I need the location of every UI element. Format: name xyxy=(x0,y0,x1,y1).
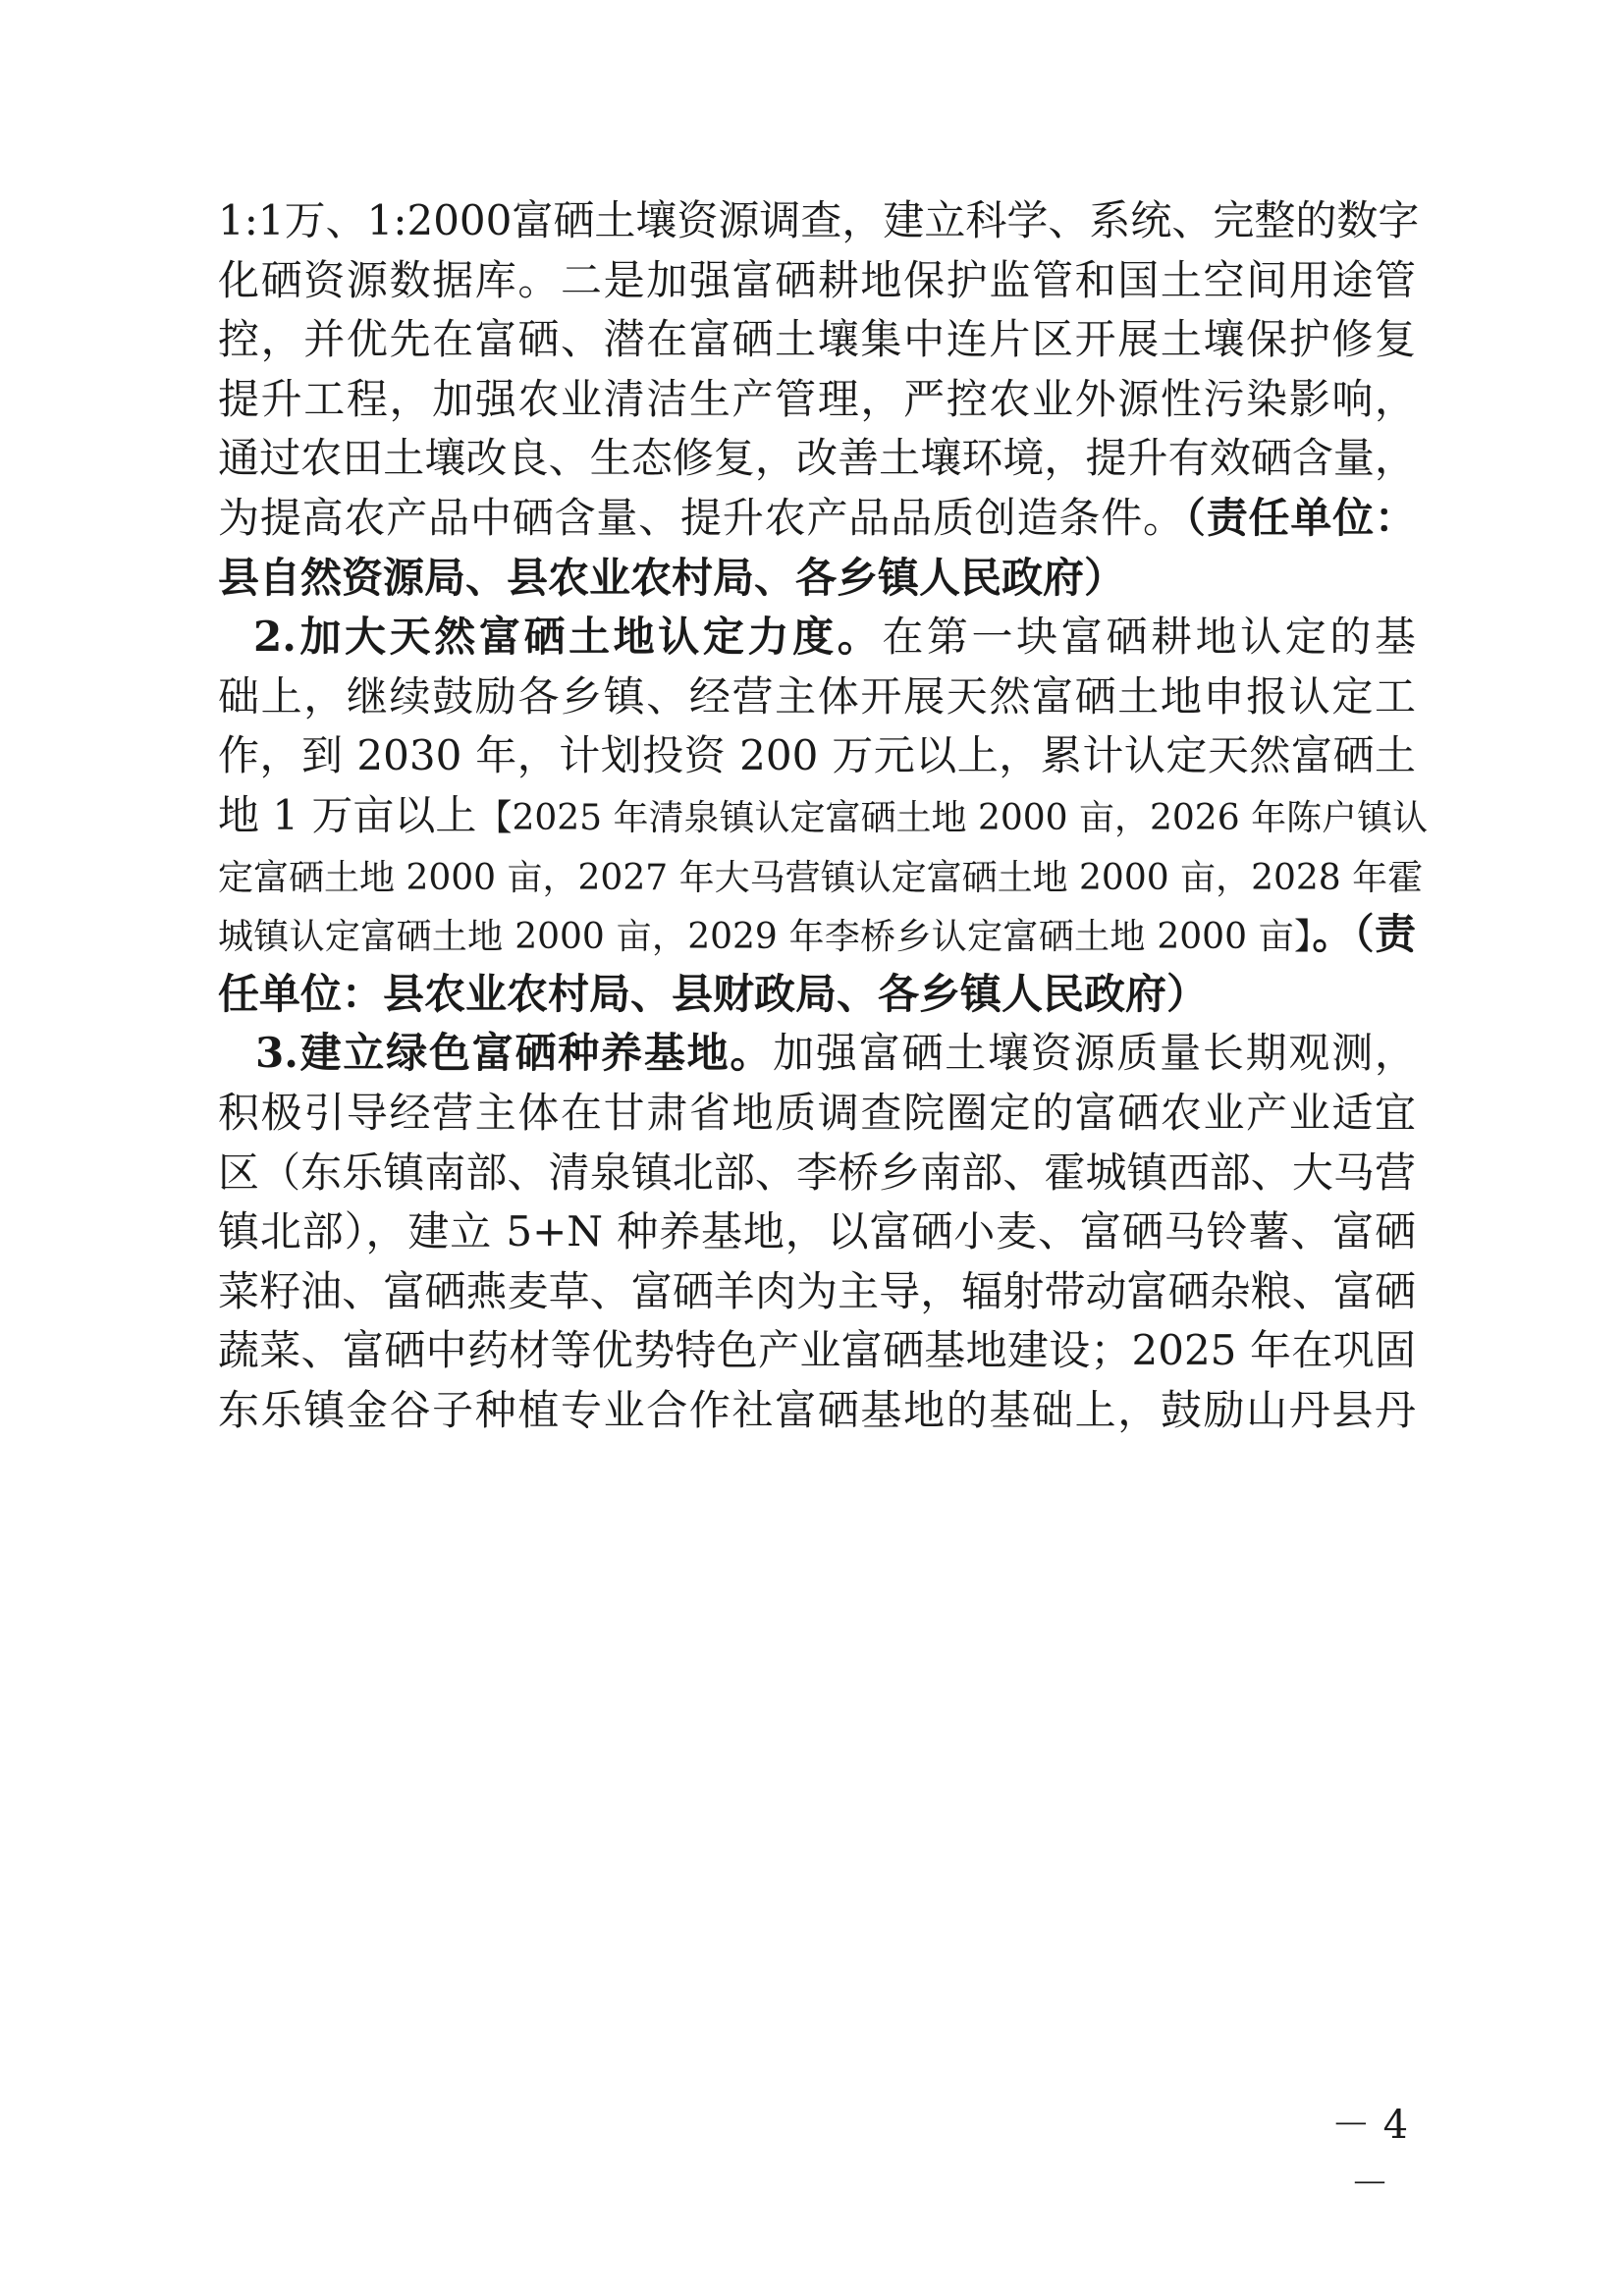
text-segment: 【2025 年清泉镇认定富硒土地 2000 亩，2026 年陈户镇认 xyxy=(476,798,1429,838)
text-line xyxy=(218,191,1420,250)
text-segment: 区（东乐镇南部、清泉镇北部、李桥乡南部、霍城镇西部、大马营 xyxy=(218,1148,1416,1197)
text-segment: 镇北部），建立 5+N 种养基地，以富硒小麦、富硒马铃薯、富硒 xyxy=(218,1207,1416,1256)
text-segment: 东乐镇金谷子种植专业合作社富硒基地的基础上，鼓励山丹县丹 xyxy=(218,1386,1416,1434)
text-line xyxy=(253,608,1416,667)
text-line xyxy=(218,786,1429,845)
text-segment: 菜籽油、富硒燕麦草、富硒羊肉为主导，辐射带动富硒杂粮、富硒 xyxy=(218,1266,1416,1315)
text-line xyxy=(218,370,1416,429)
text-segment: 为提高农产品中硒含量、提升农产品品质创造条件。 xyxy=(218,494,1185,542)
bold-text: 任单位：县农业农村局、县财政局、各乡镇人民政府） xyxy=(218,969,1209,1018)
text-line xyxy=(255,1024,1416,1083)
text-segment: 定富硒土地 2000 亩，2027 年大马营镇认定富硒土地 2000 亩，2028 年霍 xyxy=(218,857,1424,898)
text-line xyxy=(218,1381,1416,1440)
text-segment: 通过农田土壤改良、生态修复，改善土壤环境，提升有效硒含量， xyxy=(218,434,1416,483)
text-line xyxy=(218,1144,1416,1202)
text-segment: 在第一块富硒耕地认定的基 xyxy=(882,613,1416,662)
text-line xyxy=(218,1084,1416,1143)
text-line xyxy=(218,429,1416,488)
text-segment: 加强富硒土壤资源质量长期观测， xyxy=(773,1029,1416,1078)
text-segment: 化硒资源数据库。二是加强富硒耕地保护监管和国土空间用途管 xyxy=(218,255,1416,304)
bold-text: 3.建立绿色富硒种养基地。 xyxy=(255,1029,774,1078)
text-line xyxy=(218,310,1416,369)
bold-text: 。（责 xyxy=(1312,910,1416,959)
text-segment: 作，到 2030 年，计划投资 200 万元以上，累计认定天然富硒土 xyxy=(218,731,1416,780)
text-line xyxy=(218,667,1416,726)
text-segment: 础上，继续鼓励各乡镇、经营主体开展天然富硒土地申报认定工 xyxy=(218,671,1416,721)
text-segment: 提升工程，加强农业清洁生产管理，严控农业外源性污染影响， xyxy=(218,374,1416,423)
text-line xyxy=(218,1202,1416,1261)
text-line xyxy=(218,846,1424,905)
text-line xyxy=(218,549,1416,608)
bold-text: 县自然资源局、县农业农村局、各乡镇人民政府） xyxy=(218,553,1126,602)
text-segment: 蔬菜、富硒中药材等优势特色产业富硒基地建设；2025 年在巩固 xyxy=(218,1326,1416,1375)
text-line xyxy=(218,251,1416,310)
bold-text: （责任单位： xyxy=(1184,494,1416,542)
text-segment: 积极引导经营主体在甘肃省地质调查院圈定的富硒农业产业适宜 xyxy=(218,1089,1416,1137)
text-segment: 1:1万、1:2000富硒土壤资源调查，建立科学、系统、完整的数字 xyxy=(218,196,1420,244)
text-line xyxy=(218,965,1416,1024)
page-number: － 4 － xyxy=(1330,2103,1409,2207)
text-segment: 城镇认定富硒土地 2000 亩，2029 年李桥乡认定富硒土地 2000 亩】 xyxy=(218,917,1313,958)
text-line xyxy=(218,1321,1416,1380)
text-line xyxy=(218,905,1416,964)
text-segment: 控，并优先在富硒、潜在富硒土壤集中连片区开展土壤保护修复 xyxy=(218,315,1416,364)
text-segment: 地 1 万亩以上 xyxy=(218,791,477,839)
text-line xyxy=(218,1262,1416,1321)
text-line xyxy=(218,489,1416,548)
bold-text: 2.加大天然富硒土地认定力度。 xyxy=(253,613,883,662)
text-line xyxy=(218,726,1416,785)
